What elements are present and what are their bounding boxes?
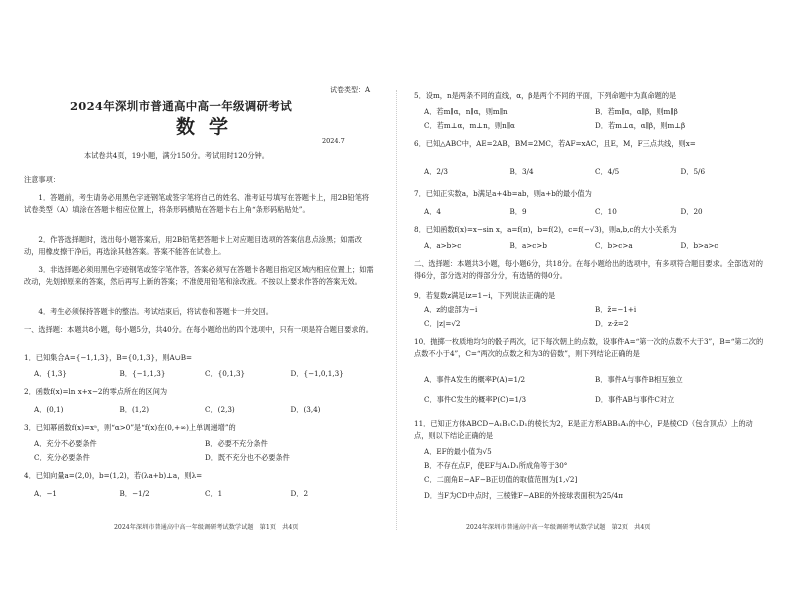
page-divider — [396, 90, 397, 530]
question-4-option-d: D．2 — [290, 489, 309, 498]
question-6-options — [424, 168, 766, 177]
question-4-option-c: C．1 — [205, 489, 223, 498]
question-6-option-b: B．3/4 — [509, 167, 534, 176]
question-7-stem: 7．已知正实数a，b满足a+4b=ab，则a+b的最小值为 — [414, 189, 592, 198]
notice-item-3: 3．非选择题必须用黑色字迹钢笔或签字笔作答，答案必须写在答题卡各题目指定区域内相应位置上；如需改动，先划掉原来的答案，然后再写上新的答案；不准使用铅笔和涂改液。不按以上要求作答的答案无效。 — [24, 265, 374, 286]
question-2-option-c: C．(2,3) — [205, 405, 235, 414]
question-11-option-b: B．不存在点F，使EF与A₁D₁所成角等于30° — [424, 461, 568, 470]
question-3-option-c: C．充分必要条件 — [34, 453, 90, 462]
question-3-option-b: B．必要不充分条件 — [205, 439, 268, 448]
right-page — [414, 92, 766, 554]
question-1-options — [34, 370, 376, 379]
question-2-options — [34, 406, 376, 415]
question-5-stem: 5．设m，n是两条不同的直线，α，β是两个不同的平面，下列命题中为真命题的是 — [414, 91, 677, 100]
question-2-option-b: B．(1,2) — [119, 405, 150, 414]
question-7-option-c: C．10 — [595, 207, 617, 216]
question-5-option-b: B．若m∥α，α∥β，则m∥β — [595, 107, 678, 116]
paper-type: 试卷类型：A — [330, 86, 371, 94]
question-8-option-a: A．a>b>c — [424, 241, 462, 250]
exam-info: 本试卷共4页，19小题，满分150分。考试用时120分钟。 — [84, 151, 269, 160]
subject-title: 数学 — [176, 116, 243, 138]
question-4-option-b: B．−1/2 — [119, 489, 150, 498]
question-1-option-c: C．{0,1,3} — [205, 369, 246, 378]
footer-right: 2024年深圳市普通高中高一年级调研考试数学试题 第2页 共4页 — [466, 524, 651, 531]
question-9-option-c: C．|z|=√2 — [424, 319, 461, 328]
footer-left: 2024年深圳市普通高中高一年级调研考试数学试题 第1页 共4页 — [114, 524, 299, 531]
section-1-heading: 一、选择题：本题共8小题，每小题5分，共40分。在每小题给出的四个选项中，只有一项是符合题目要求的。 — [24, 325, 373, 334]
question-3-option-d: D．既不充分也不必要条件 — [205, 453, 290, 462]
question-1-option-d: D．{−1,0,1,3} — [290, 369, 344, 378]
question-9-options-row-1 — [424, 306, 766, 315]
exam-date: 2024.7 — [322, 137, 345, 145]
question-8-options — [424, 242, 766, 251]
question-10-option-b: B．事件A与事件B相互独立 — [595, 375, 683, 384]
question-10-option-a: A．事件A发生的概率P(A)=1/2 — [424, 375, 526, 384]
question-8-option-d: D．b>a>c — [680, 241, 719, 250]
question-2-option-a: A．(0,1) — [34, 405, 64, 414]
question-3-stem: 3．已知幂函数f(x)=xᵃ，则“α>0”是“f(x)在(0,+∞)上单调递增”的 — [24, 423, 236, 432]
question-1-option-b: B．{−1,1,3} — [119, 369, 166, 378]
question-4-option-a: A．−1 — [34, 489, 57, 498]
question-9-option-d: D．z·z̄=2 — [595, 319, 629, 328]
question-7-option-b: B．9 — [509, 207, 527, 216]
question-6-option-d: D．5/6 — [680, 167, 706, 176]
question-2-stem: 2．函数f(x)=ln x+x−2的零点所在的区间为 — [24, 387, 168, 396]
question-8-option-c: C．b>c>a — [595, 241, 633, 250]
notice-heading: 注意事项： — [24, 175, 60, 184]
question-8-stem: 8．已知函数f(x)=x−sin x，a=f(π)，b=f(2)，c=f(−√3)，则a,b,c的大小关系为 — [414, 225, 677, 234]
question-3-options-row-1 — [34, 440, 376, 449]
question-7-option-a: A．4 — [424, 207, 441, 216]
notice-item-4: 4．考生必须保持答题卡的整洁。考试结束后，将试卷和答题卡一并交回。 — [38, 307, 273, 316]
question-10-options-row-1 — [424, 376, 766, 385]
question-10-options-row-2 — [424, 396, 766, 405]
question-11-option-a: A．EF的最小值为√5 — [424, 447, 492, 456]
question-9-options-row-2 — [424, 320, 766, 329]
question-3-options-row-2 — [34, 454, 376, 463]
question-10-stem: 10．抛掷一枚质地均匀的骰子两次，记下每次朝上的点数，设事件A=“第一次的点数不大于3”，B=“第二次的点数不小于4”，C=“两次的点数之和为3的倍数”，则下列结论正确的是 — [414, 337, 764, 359]
question-1-stem: 1．已知集合A={−1,1,3}，B={0,1,3}，则A∪B= — [24, 353, 192, 362]
question-4-options — [34, 490, 376, 499]
question-8-option-b: B．a>c>b — [509, 241, 547, 250]
question-6-option-a: A．2/3 — [424, 167, 448, 176]
exam-title: 2024年深圳市普通高中高一年级调研考试 — [70, 99, 293, 113]
question-5-options-row-2 — [424, 122, 766, 131]
question-9-option-b: B．z̄=−1+i — [595, 305, 637, 314]
question-10-option-d: D．事件AB与事件C对立 — [595, 395, 675, 404]
question-9-option-a: A．z的虚部为−i — [424, 305, 478, 314]
question-7-options — [424, 208, 766, 217]
question-5-option-c: C．若m⊥α，m⊥n，则n∥α — [424, 121, 515, 130]
question-6-option-c: C．4/5 — [595, 167, 620, 176]
question-5-option-a: A．若m∥α，n∥α，则m∥n — [424, 107, 508, 116]
question-7-option-d: D．20 — [680, 207, 703, 216]
question-6-stem: 6．已知△ABC中，AE=2AB，BM=2MC，若AF=xAC，且E，M，F三点共线，则x= — [414, 139, 696, 148]
notice-item-1: 1．答题前，考生请务必用黑色字迹钢笔或签字笔将自己的姓名、准考证号填写在答题卡上，用2B铅笔将试卷类型（A）填涂在答题卡相应位置上，将条形码横贴在答题卡右上角“条形码粘贴处”。 — [24, 193, 370, 214]
question-5-options-row-1 — [424, 108, 766, 117]
question-11-option-c: C．二面角E−AF−B正切值的取值范围为[1,√2] — [424, 475, 578, 484]
notice-item-2: 2．作答选择题时，选出每小题答案后，用2B铅笔把答题卡上对应题目选项的答案信息点涂黑；如需改动，用橡皮擦干净后，再选涂其他答案。答案不能答在试卷上。 — [24, 235, 362, 256]
question-11-stem: 11．已知正方体ABCD−A₁B₁C₁D₁的棱长为2，E是正方形ABB₁A₁的中心，F是棱CD（包含顶点）上的动点，则以下结论正确的是 — [414, 419, 753, 441]
question-10-option-c: C．事件C发生的概率P(C)=1/3 — [424, 395, 527, 404]
question-9-stem: 9．若复数z满足iz=1−i，下列说法正确的是 — [414, 291, 556, 300]
question-3-option-a: A．充分不必要条件 — [34, 439, 97, 448]
left-page — [24, 86, 376, 548]
question-11-option-d: D．当F为CD中点时，三棱锥F−ABE的外接球表面积为25/4π — [424, 491, 623, 500]
question-4-stem: 4．已知向量a=(2,0)，b=(1,2)，若(λa+b)⊥a，则λ= — [24, 471, 203, 480]
question-5-option-d: D．若m⊥α，α∥β，则m⊥β — [595, 121, 686, 130]
question-2-option-d: D．(3,4) — [290, 405, 321, 414]
section-2-heading: 二、选择题：本题共3小题，每小题6分，共18分。在每小题给出的选项中，有多项符合题目要求。全部选对的得6分，部分选对的得部分分，有选错的得0分。 — [414, 259, 763, 281]
question-1-option-a: A．{1,3} — [34, 369, 67, 378]
